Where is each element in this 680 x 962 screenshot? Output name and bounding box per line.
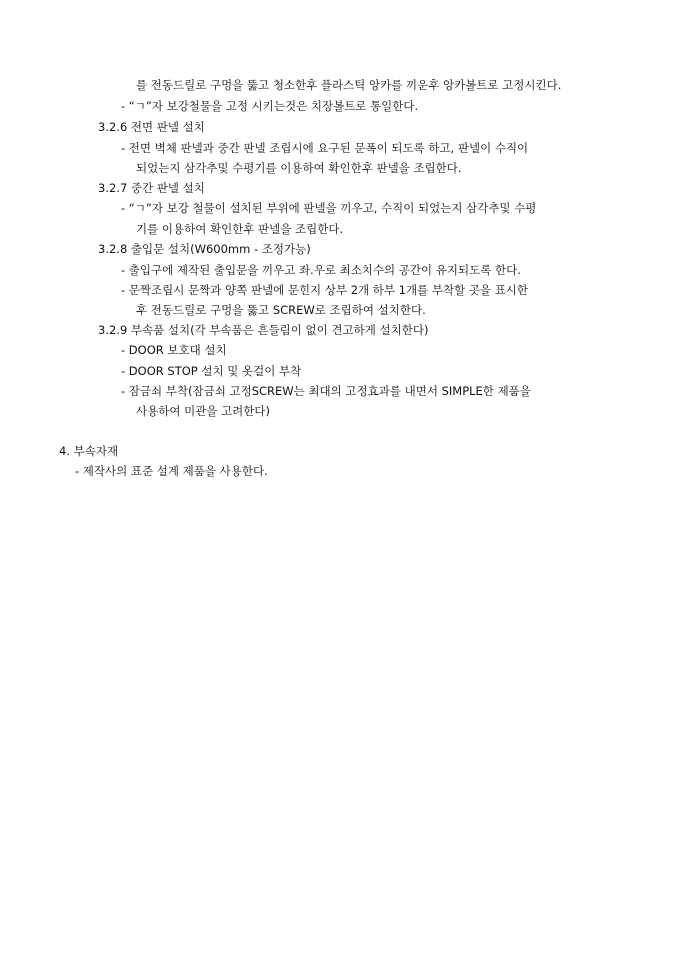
list-item: - 제작사의 표준 설계 제품을 사용한다. bbox=[75, 464, 268, 478]
list-item: - “ㄱ”자 보강 철물이 설치된 부위에 판넬을 끼우고, 수직이 되었는지 삼각추및 수평 bbox=[121, 201, 537, 215]
section-heading: 3.2.8 출입문 설치(W600mm - 조정가능) bbox=[98, 242, 311, 256]
paragraph-line: 기를 이용하여 확인한후 판넬을 조립한다. bbox=[136, 222, 344, 236]
section-heading: 3.2.9 부속품 설치(각 부속품은 흔들림이 없이 견고하게 설치한다) bbox=[98, 323, 429, 337]
paragraph-line: 사용하여 미관을 고려한다) bbox=[136, 404, 270, 418]
section-heading: 3.2.6 전면 판넬 설치 bbox=[98, 120, 205, 134]
paragraph-line: 후 전동드릴로 구멍을 뚫고 SCREW로 조립하여 설치한다. bbox=[136, 303, 426, 317]
list-item: - 전면 벽체 판넬과 중간 판넬 조립시에 요구된 문폭이 되도록 하고, 판넬이 수직이 bbox=[121, 141, 529, 155]
list-item: - 문짝조립시 문짝과 양쪽 판넬에 문힌지 상부 2개 하부 1개를 부착할 곳을 표시한 bbox=[121, 283, 529, 297]
list-item: - 출입구에 제작된 출입문을 끼우고 좌.우로 최소치수의 공간이 유지되도록 한다. bbox=[121, 263, 521, 277]
list-item: - “ㄱ”자 보강철물을 고정 시키는것은 치장볼트로 통일한다. bbox=[121, 99, 419, 113]
section-heading: 4. 부속자재 bbox=[59, 444, 119, 458]
list-item: - 잠금쇠 부착(잠금쇠 고정SCREW는 최대의 고정효과를 내면서 SIMPLE한 제품을 bbox=[121, 384, 531, 398]
list-item: - DOOR 보호대 설치 bbox=[121, 343, 227, 357]
list-item: - DOOR STOP 설치 및 옷걸이 부착 bbox=[121, 364, 302, 378]
section-heading: 3.2.7 중간 판넬 설치 bbox=[98, 181, 205, 195]
paragraph-line: 를 전동드릴로 구멍을 뚫고 청소한후 플라스틱 앙카를 끼운후 앙카볼트로 고정시킨다. bbox=[136, 78, 562, 92]
paragraph-line: 되었는지 삼각추및 수평기를 이용하여 확인한후 판넬을 조립한다. bbox=[136, 161, 462, 175]
